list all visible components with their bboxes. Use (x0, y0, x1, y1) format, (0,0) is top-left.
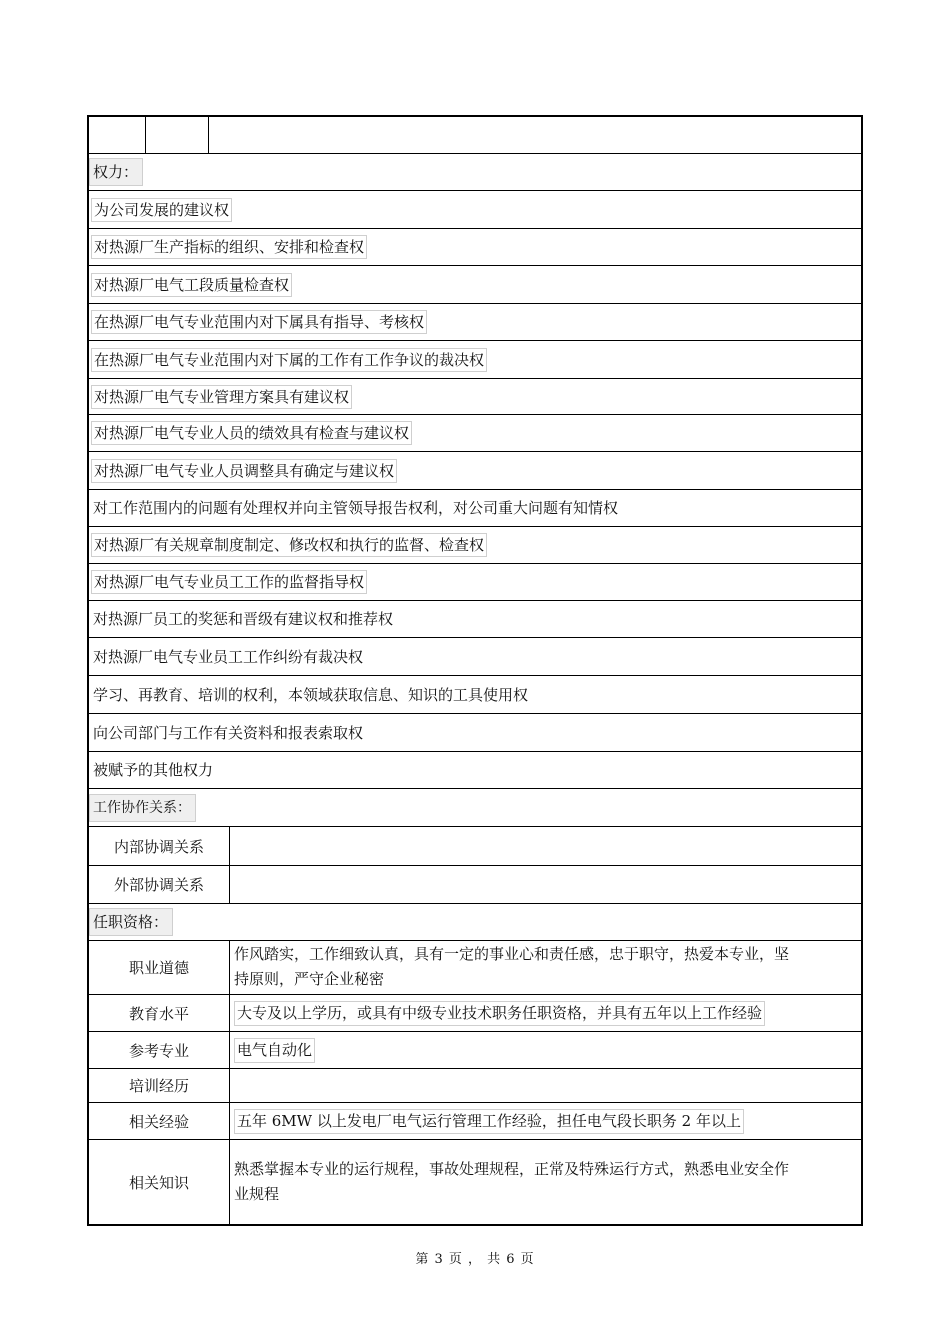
training-row (89, 1069, 861, 1103)
power-item: 对热源厂有关规章制度制定、修改权和执行的监督、检查权 (91, 533, 487, 557)
training-label: 培训经历 (89, 1069, 230, 1102)
job-description-table (87, 115, 863, 1226)
power-item: 为公司发展的建议权 (91, 198, 232, 222)
training-value (230, 1069, 861, 1102)
power-row (89, 490, 861, 527)
cooperation-header-row (89, 789, 861, 827)
page-number: 第 3 页 ， 共 6 页 (415, 1252, 535, 1267)
power-item: 在热源厂电气专业范围内对下属具有指导、考核权 (91, 310, 427, 334)
qualifications-header: 任职资格： (89, 908, 173, 936)
power-row (89, 379, 861, 415)
power-item: 向公司部门与工作有关资料和报表索取权 (93, 723, 364, 742)
education-row (89, 995, 861, 1032)
top-empty-row (89, 117, 861, 154)
ethics-line: 持原则，严守企业秘密 (234, 970, 385, 988)
external-relation-row (89, 866, 861, 904)
power-item: 学习、再教育、培训的权利，本领域获取信息、知识的工具使用权 (93, 685, 529, 704)
power-item: 对热源厂电气专业员工工作的监督指导权 (91, 570, 367, 594)
external-relation-value (230, 866, 861, 903)
internal-relation-label: 内部协调关系 (89, 827, 230, 865)
powers-header-row (89, 154, 861, 191)
power-item: 被赋予的其他权力 (93, 761, 214, 779)
power-item: 对热源厂电气专业人员调整具有确定与建议权 (91, 459, 397, 483)
knowledge-label: 相关知识 (89, 1140, 230, 1224)
cooperation-header: 工作协作关系： (89, 794, 196, 822)
power-item: 对热源厂电气专业员工工作纠纷有裁决权 (93, 647, 364, 666)
ethics-line: 作风踏实，工作细致认真，具有一定的事业心和责任感，忠于职守，热爱本专业，坚 (234, 945, 790, 963)
knowledge-value (230, 1140, 861, 1224)
knowledge-line: 熟悉掌握本专业的运行规程，事故处理规程，正常及特殊运行方式，熟悉电业安全作 (234, 1160, 790, 1178)
power-row (89, 452, 861, 490)
experience-label: 相关经验 (89, 1103, 230, 1139)
empty-cell (89, 117, 146, 153)
internal-relation-value (230, 827, 861, 865)
power-row (89, 601, 861, 638)
power-item: 对热源厂员工的奖惩和晋级有建议权和推荐权 (93, 610, 394, 628)
knowledge-line: 业规程 (234, 1185, 280, 1203)
education-label: 教育水平 (89, 995, 230, 1031)
power-row (89, 191, 861, 229)
external-relation-label: 外部协调关系 (89, 866, 230, 903)
power-row (89, 564, 861, 601)
internal-relation-row (89, 827, 861, 866)
ethics-row (89, 941, 861, 995)
major-value: 电气自动化 (234, 1038, 315, 1063)
knowledge-row (89, 1140, 861, 1224)
power-row (89, 527, 861, 564)
power-row (89, 266, 861, 304)
power-item: 对热源厂电气专业管理方案具有建议权 (91, 385, 352, 409)
empty-cell (209, 117, 861, 153)
experience-row (89, 1103, 861, 1140)
power-row (89, 638, 861, 676)
ethics-value (230, 941, 861, 994)
powers-header: 权力： (89, 158, 143, 186)
major-label: 参考专业 (89, 1032, 230, 1068)
power-item: 对热源厂电气专业人员的绩效具有检查与建议权 (91, 421, 412, 445)
power-item: 对工作范围内的问题有处理权并向主管领导报告权利，对公司重大问题有知情权 (93, 499, 619, 517)
education-value: 大专及以上学历，或具有中级专业技术职务任职资格，并具有五年以上工作经验 (234, 1001, 765, 1026)
experience-value: 五年 6MW 以上发电厂电气运行管理工作经验，担任电气段长职务 2 年以上 (234, 1109, 744, 1134)
power-item: 在热源厂电气专业范围内对下属的工作有工作争议的裁决权 (91, 348, 487, 372)
power-row (89, 341, 861, 379)
power-row (89, 714, 861, 752)
power-row (89, 304, 861, 341)
ethics-label: 职业道德 (89, 941, 230, 994)
power-item: 对热源厂电气工段质量检查权 (91, 273, 292, 297)
major-row (89, 1032, 861, 1069)
power-row (89, 752, 861, 789)
empty-cell (146, 117, 209, 153)
power-row (89, 415, 861, 452)
power-row (89, 229, 861, 266)
qualifications-header-row (89, 904, 861, 941)
power-item: 对热源厂生产指标的组织、安排和检查权 (91, 235, 367, 259)
power-row (89, 676, 861, 714)
